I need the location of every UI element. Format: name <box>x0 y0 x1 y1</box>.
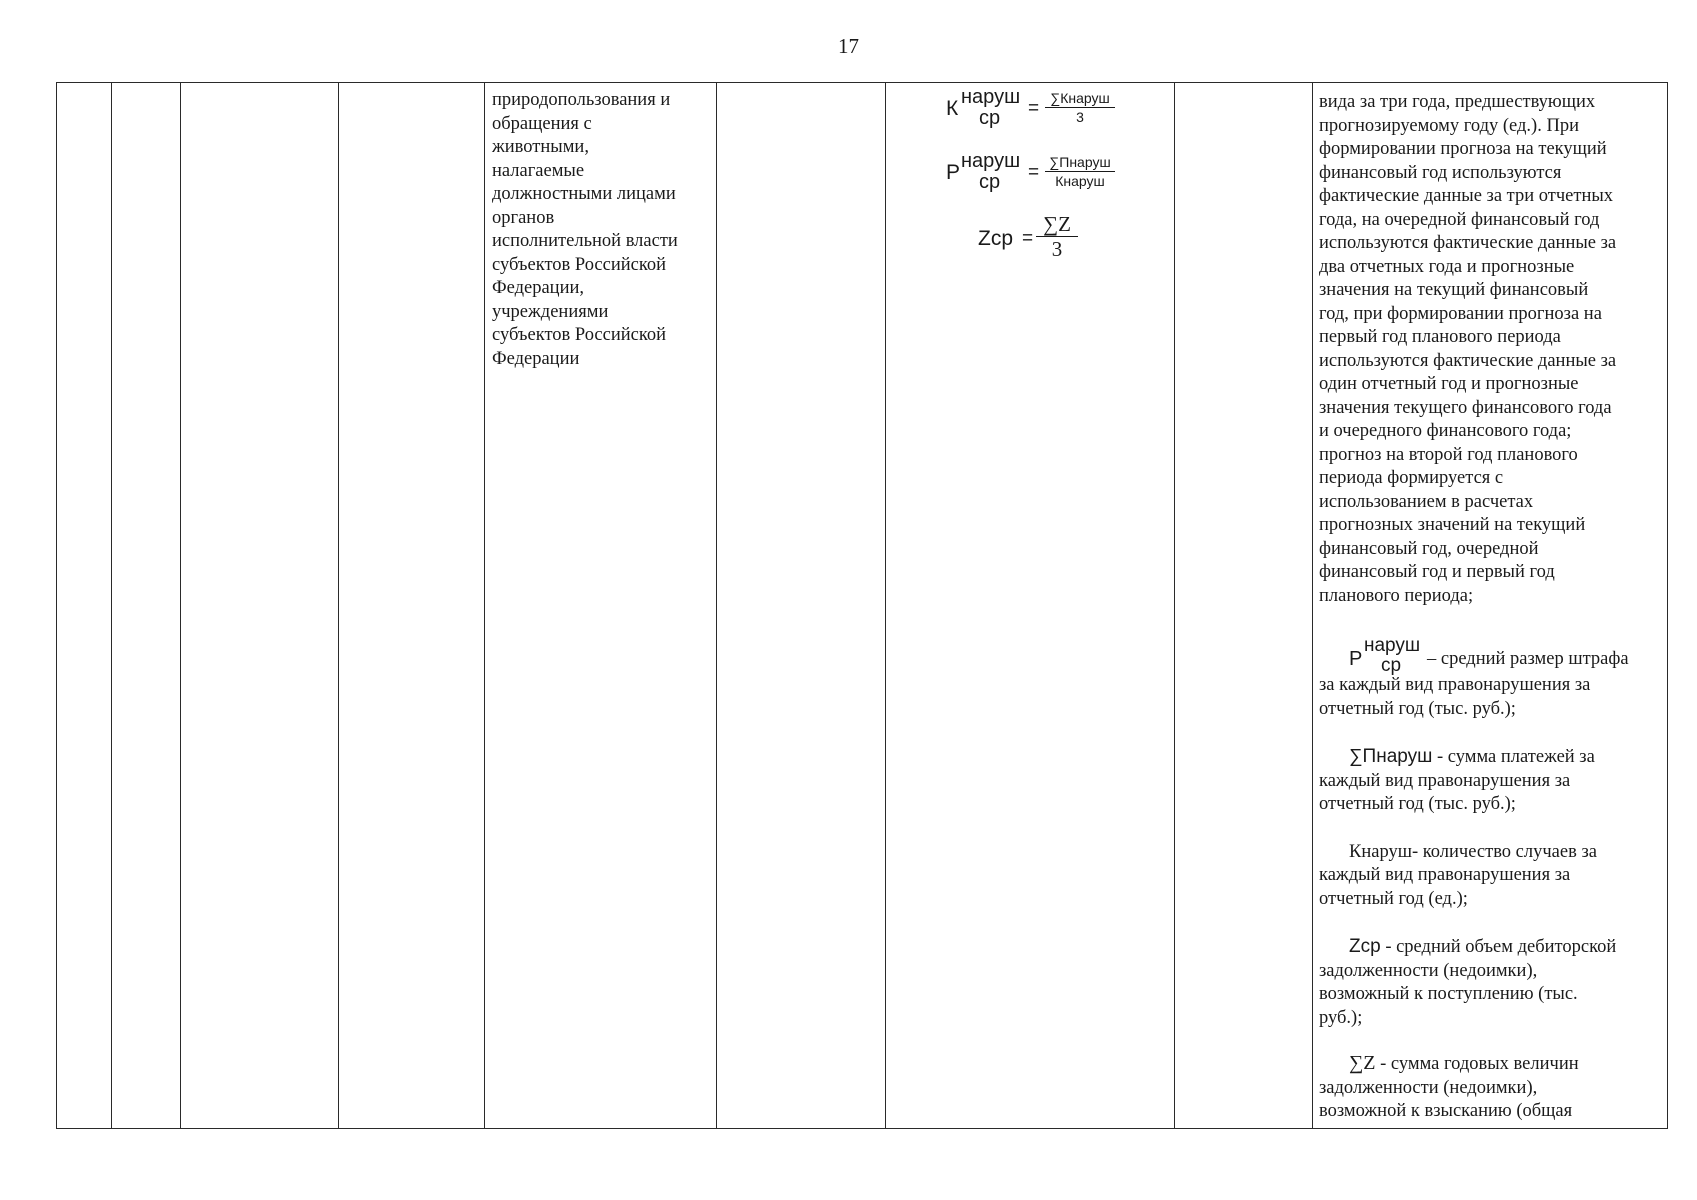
text-line: субъектов Российской <box>492 254 667 275</box>
column-divider <box>885 82 886 1129</box>
table-bottom-border <box>56 1128 1668 1129</box>
formula-z-average: Zср = ∑Z 3 <box>978 212 1088 266</box>
text-line: каждый вид правонарушения за <box>1319 865 1571 885</box>
column-divider <box>484 82 485 1129</box>
formula-p-average: Р наруш ср = ∑Пнаруш Кнаруш <box>946 150 1116 202</box>
text-line: органов <box>492 207 555 228</box>
text-line: года, на очередной финансовый год <box>1319 209 1600 230</box>
text-line: финансовый год используются <box>1319 162 1562 183</box>
text-line: прогноз на второй год планового <box>1319 444 1578 465</box>
text-line: налагаемые <box>492 160 585 181</box>
text-line: отчетный год (тыс. руб.); <box>1319 698 1516 719</box>
symbol-p-sup: наруш <box>1364 635 1421 656</box>
column-divider <box>716 82 717 1129</box>
text-line: задолженности (недоимки), <box>1319 1077 1538 1098</box>
text-line: один отчетный год и прогнозные <box>1319 374 1579 394</box>
definition-sum-payments <box>1319 745 1664 817</box>
text-line: обращения с <box>492 113 592 134</box>
formula-k-average: К наруш ср = ∑Кнаруш 3 <box>946 86 1116 138</box>
text-line: возможной к взысканию (общая <box>1319 1101 1573 1121</box>
text-line: прогнозируемому году (ед.). При <box>1319 115 1579 136</box>
text-line: два отчетных года и прогнозные <box>1319 256 1575 277</box>
text-line: исполнительной власти <box>492 231 678 251</box>
column-divider <box>338 82 339 1129</box>
text-line: значения текущего финансового года <box>1319 397 1612 418</box>
text-line: год, при формировании прогноза на <box>1319 303 1602 324</box>
definition-p-average <box>1319 636 1664 721</box>
definition-sum-z <box>1319 1052 1664 1124</box>
symbol-sum-z: ∑Z <box>1349 1052 1376 1074</box>
text-line: отчетный год (тыс. руб.); <box>1319 794 1516 814</box>
text-line: значения на текущий финансовый <box>1319 280 1589 300</box>
text-line: животными, <box>492 137 589 157</box>
text-line: отчетный год (ед.); <box>1319 888 1468 909</box>
text-line: - сумма платежей за <box>1432 747 1595 767</box>
column-divider <box>180 82 181 1129</box>
text-line: субъектов Российской <box>492 325 667 345</box>
column-divider <box>1174 82 1175 1129</box>
text-line: планового периода; <box>1319 585 1474 606</box>
methodology-description-cell <box>1319 91 1664 1124</box>
text-line: использованием в расчетах <box>1319 491 1534 512</box>
definition-z-average <box>1319 935 1664 1030</box>
column-divider <box>111 82 112 1129</box>
text-line: первый год планового периода <box>1319 327 1561 347</box>
text-line: Федерации <box>492 348 580 369</box>
text-line: каждый вид правонарушения за <box>1319 770 1571 791</box>
text-line: Федерации, <box>492 278 584 298</box>
symbol-p-sub: ср <box>1381 655 1402 676</box>
text-line: должностными лицами <box>492 184 676 204</box>
symbol-p-base: Р <box>1349 648 1363 670</box>
page-number: 17 <box>838 34 859 58</box>
text-line: возможный к поступлению (тыс. <box>1319 984 1578 1004</box>
text-line: финансовый год, очередной <box>1319 538 1539 559</box>
column-divider <box>1312 82 1313 1129</box>
text-line: периода формируется с <box>1319 468 1504 488</box>
definition-case-count <box>1319 841 1664 912</box>
text-line: формировании прогноза на текущий <box>1319 139 1607 159</box>
text-line: учреждениями <box>492 301 609 322</box>
text-line: финансовый год и первый год <box>1319 562 1555 582</box>
text-line: Кнаруш- количество случаев за <box>1349 841 1597 862</box>
text-line: - сумма годовых величин <box>1375 1054 1579 1074</box>
revenue-source-cell <box>492 89 714 371</box>
text-line: за каждый вид правонарушения за <box>1319 675 1591 695</box>
text-line: используются фактические данные за <box>1319 350 1617 371</box>
text-line: руб.); <box>1319 1007 1363 1028</box>
text-line: – средний размер штрафа <box>1427 649 1629 669</box>
text-line: прогнозных значений на текущий <box>1319 515 1586 535</box>
text-line: вида за три года, предшествующих <box>1319 92 1596 112</box>
symbol-sum-payments: ∑Пнаруш <box>1349 746 1433 767</box>
text-line: и очередного финансового года; <box>1319 421 1572 441</box>
text-line: используются фактические данные за <box>1319 233 1617 253</box>
text-line: природопользования и <box>492 90 671 110</box>
symbol-z-average: Zср <box>1349 936 1381 957</box>
text-line: фактические данные за три отчетных <box>1319 186 1614 206</box>
text-line: - средний объем дебиторской <box>1380 937 1617 957</box>
text-line: задолженности (недоимки), <box>1319 960 1538 981</box>
